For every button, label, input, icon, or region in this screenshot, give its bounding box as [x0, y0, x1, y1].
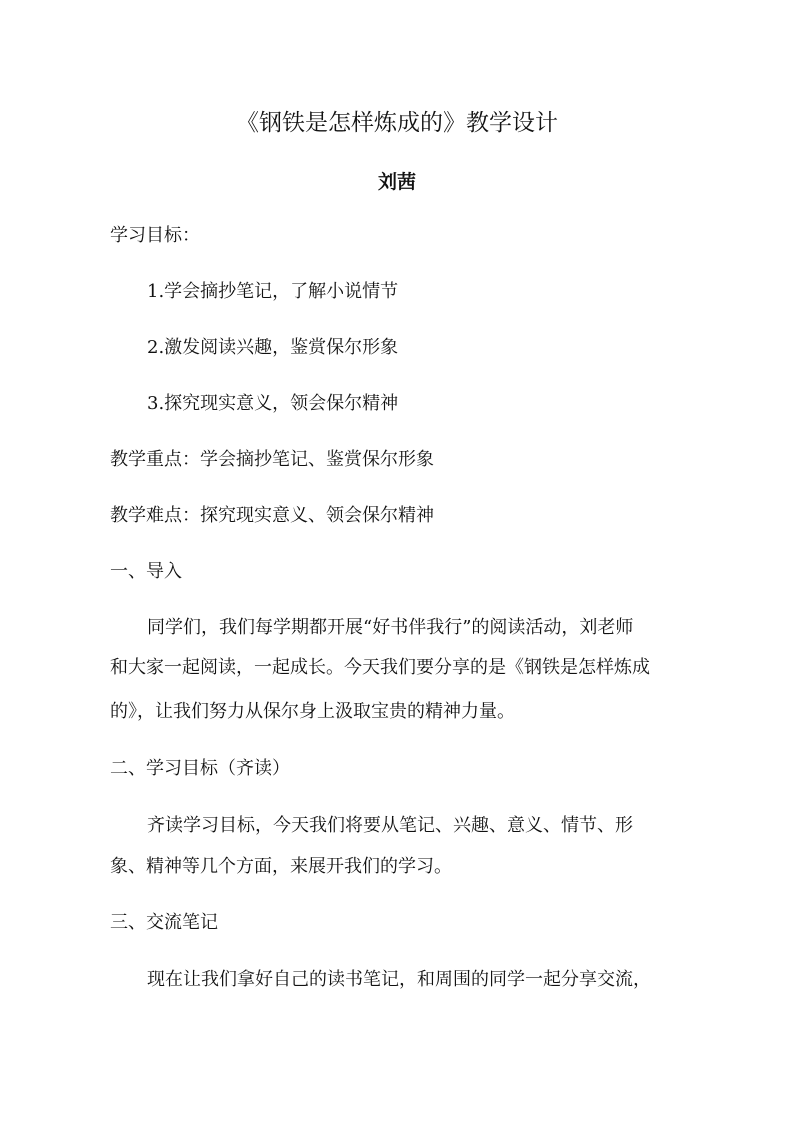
paragraph-line: 和大家一起阅读，一起成长。今天我们要分享的是《钢铁是怎样炼成 — [110, 657, 650, 678]
section-heading: 三、交流笔记 — [110, 912, 218, 933]
objectives-heading: 学习目标： — [110, 225, 200, 246]
key-point: 教学重点：学会摘抄笔记、鉴赏保尔形象 — [110, 449, 434, 470]
objective-item: 2.激发阅读兴趣，鉴赏保尔形象 — [147, 337, 399, 358]
paragraph-line: 齐读学习目标，今天我们将要从笔记、兴趣、意义、情节、形 — [147, 815, 633, 836]
paragraph-line: 象、精神等几个方面，来展开我们的学习。 — [110, 856, 452, 877]
paragraph-line: 同学们，我们每学期都开展“好书伴我行”的阅读活动，刘老师 — [147, 617, 634, 638]
paragraph-line: 现在让我们拿好自己的读书笔记，和周围的同学一起分享交流， — [147, 969, 651, 990]
paragraph-line: 的》，让我们努力从保尔身上汲取宝贵的精神力量。 — [110, 701, 515, 722]
section-heading: 二、学习目标（齐读） — [110, 758, 290, 779]
difficult-point: 教学难点：探究现实意义、领会保尔精神 — [110, 505, 434, 526]
section-heading: 一、导入 — [110, 561, 182, 582]
objective-item: 1.学会摘抄笔记，了解小说情节 — [147, 281, 399, 302]
document-title: 《钢铁是怎样炼成的》教学设计 — [236, 110, 558, 136]
objective-item: 3.探究现实意义，领会保尔精神 — [147, 393, 399, 414]
author-name: 刘茜 — [377, 171, 416, 193]
